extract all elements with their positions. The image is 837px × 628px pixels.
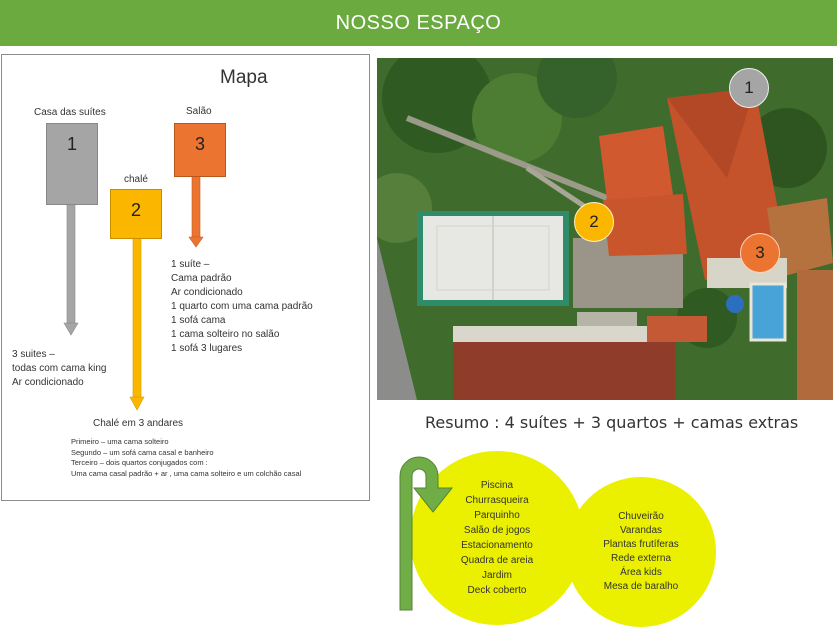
- salao-arrow: [189, 173, 203, 247]
- note-line: 3 suites –: [12, 349, 55, 360]
- photo-marker-label: 2: [589, 212, 599, 231]
- amenity-item: Quadra de areia: [460, 555, 534, 566]
- note-line: Primeiro – uma cama solteiro: [71, 437, 169, 446]
- amenities-circle-right: [566, 477, 716, 627]
- casa-number: 1: [66, 134, 77, 154]
- amenity-item: Chuveirão: [618, 511, 664, 522]
- amenity-item: Estacionamento: [461, 540, 533, 551]
- amenity-item: Mesa de baralho: [603, 581, 679, 592]
- amenity-item: Área kids: [620, 567, 662, 578]
- note-line: todas com cama king: [12, 363, 107, 374]
- green-curved-arrow: [394, 446, 464, 612]
- salao-label: Salão: [186, 106, 212, 117]
- salao-notes: [171, 258, 361, 356]
- amenity-item: Jardim: [481, 570, 512, 581]
- note-line: 1 sofá 3 lugares: [171, 343, 243, 354]
- chale-box: [110, 189, 162, 239]
- amenity-item: Rede externa: [610, 553, 672, 564]
- amenity-item: Deck coberto: [467, 585, 527, 596]
- aerial-photo: [377, 58, 833, 400]
- page-title: NOSSO ESPAÇO: [335, 11, 502, 34]
- note-line: 1 cama solteiro no salão: [171, 329, 280, 340]
- photo-marker-label: 1: [744, 78, 754, 97]
- salao-number: 3: [194, 134, 205, 154]
- note-line: Terceiro – dois quartos conjugados com :: [71, 458, 208, 467]
- amenity-item: Piscina: [480, 480, 514, 491]
- note-line: 1 suíte –: [171, 259, 210, 270]
- casa-label: Casa das suítes: [34, 107, 106, 118]
- note-line: Cama padrão: [171, 273, 232, 284]
- note-line: 1 quarto com uma cama padrão: [171, 301, 313, 312]
- casa-box: [46, 123, 98, 205]
- chale-notes: [71, 437, 366, 479]
- salao-box: [174, 123, 226, 177]
- note-line: Ar condicionado: [12, 377, 84, 388]
- photo-marker-label: 3: [755, 243, 765, 262]
- map-panel: [1, 54, 370, 501]
- amenity-item: Plantas frutíferas: [603, 539, 679, 550]
- amenity-item: Churrasqueira: [465, 495, 529, 506]
- note-line: Segundo – um sofá cama casal e banheiro: [71, 447, 214, 457]
- chale-heading: Chalé em 3 andares: [93, 418, 184, 429]
- photo-marker-3: [740, 233, 780, 273]
- photo-marker-1: [729, 68, 769, 108]
- photo-marker-2: [574, 202, 614, 242]
- summary-text: Resumo : 4 suítes + 3 quartos + camas extras: [425, 413, 799, 432]
- note-line: Uma cama casal padrão + ar , uma cama solteiro e um colchão casal: [71, 468, 302, 478]
- casa-notes: [12, 348, 142, 390]
- amenity-item: Varandas: [619, 525, 663, 536]
- amenity-item: Parquinho: [474, 510, 520, 521]
- note-line: Ar condicionado: [171, 287, 243, 298]
- map-title: Mapa: [220, 67, 268, 88]
- amenity-item: Salão de jogos: [463, 525, 531, 536]
- note-line: 1 sofá cama: [171, 315, 226, 326]
- chale-label: chalé: [124, 174, 148, 185]
- chale-number: 2: [130, 200, 141, 220]
- page-title-bar: [0, 0, 837, 46]
